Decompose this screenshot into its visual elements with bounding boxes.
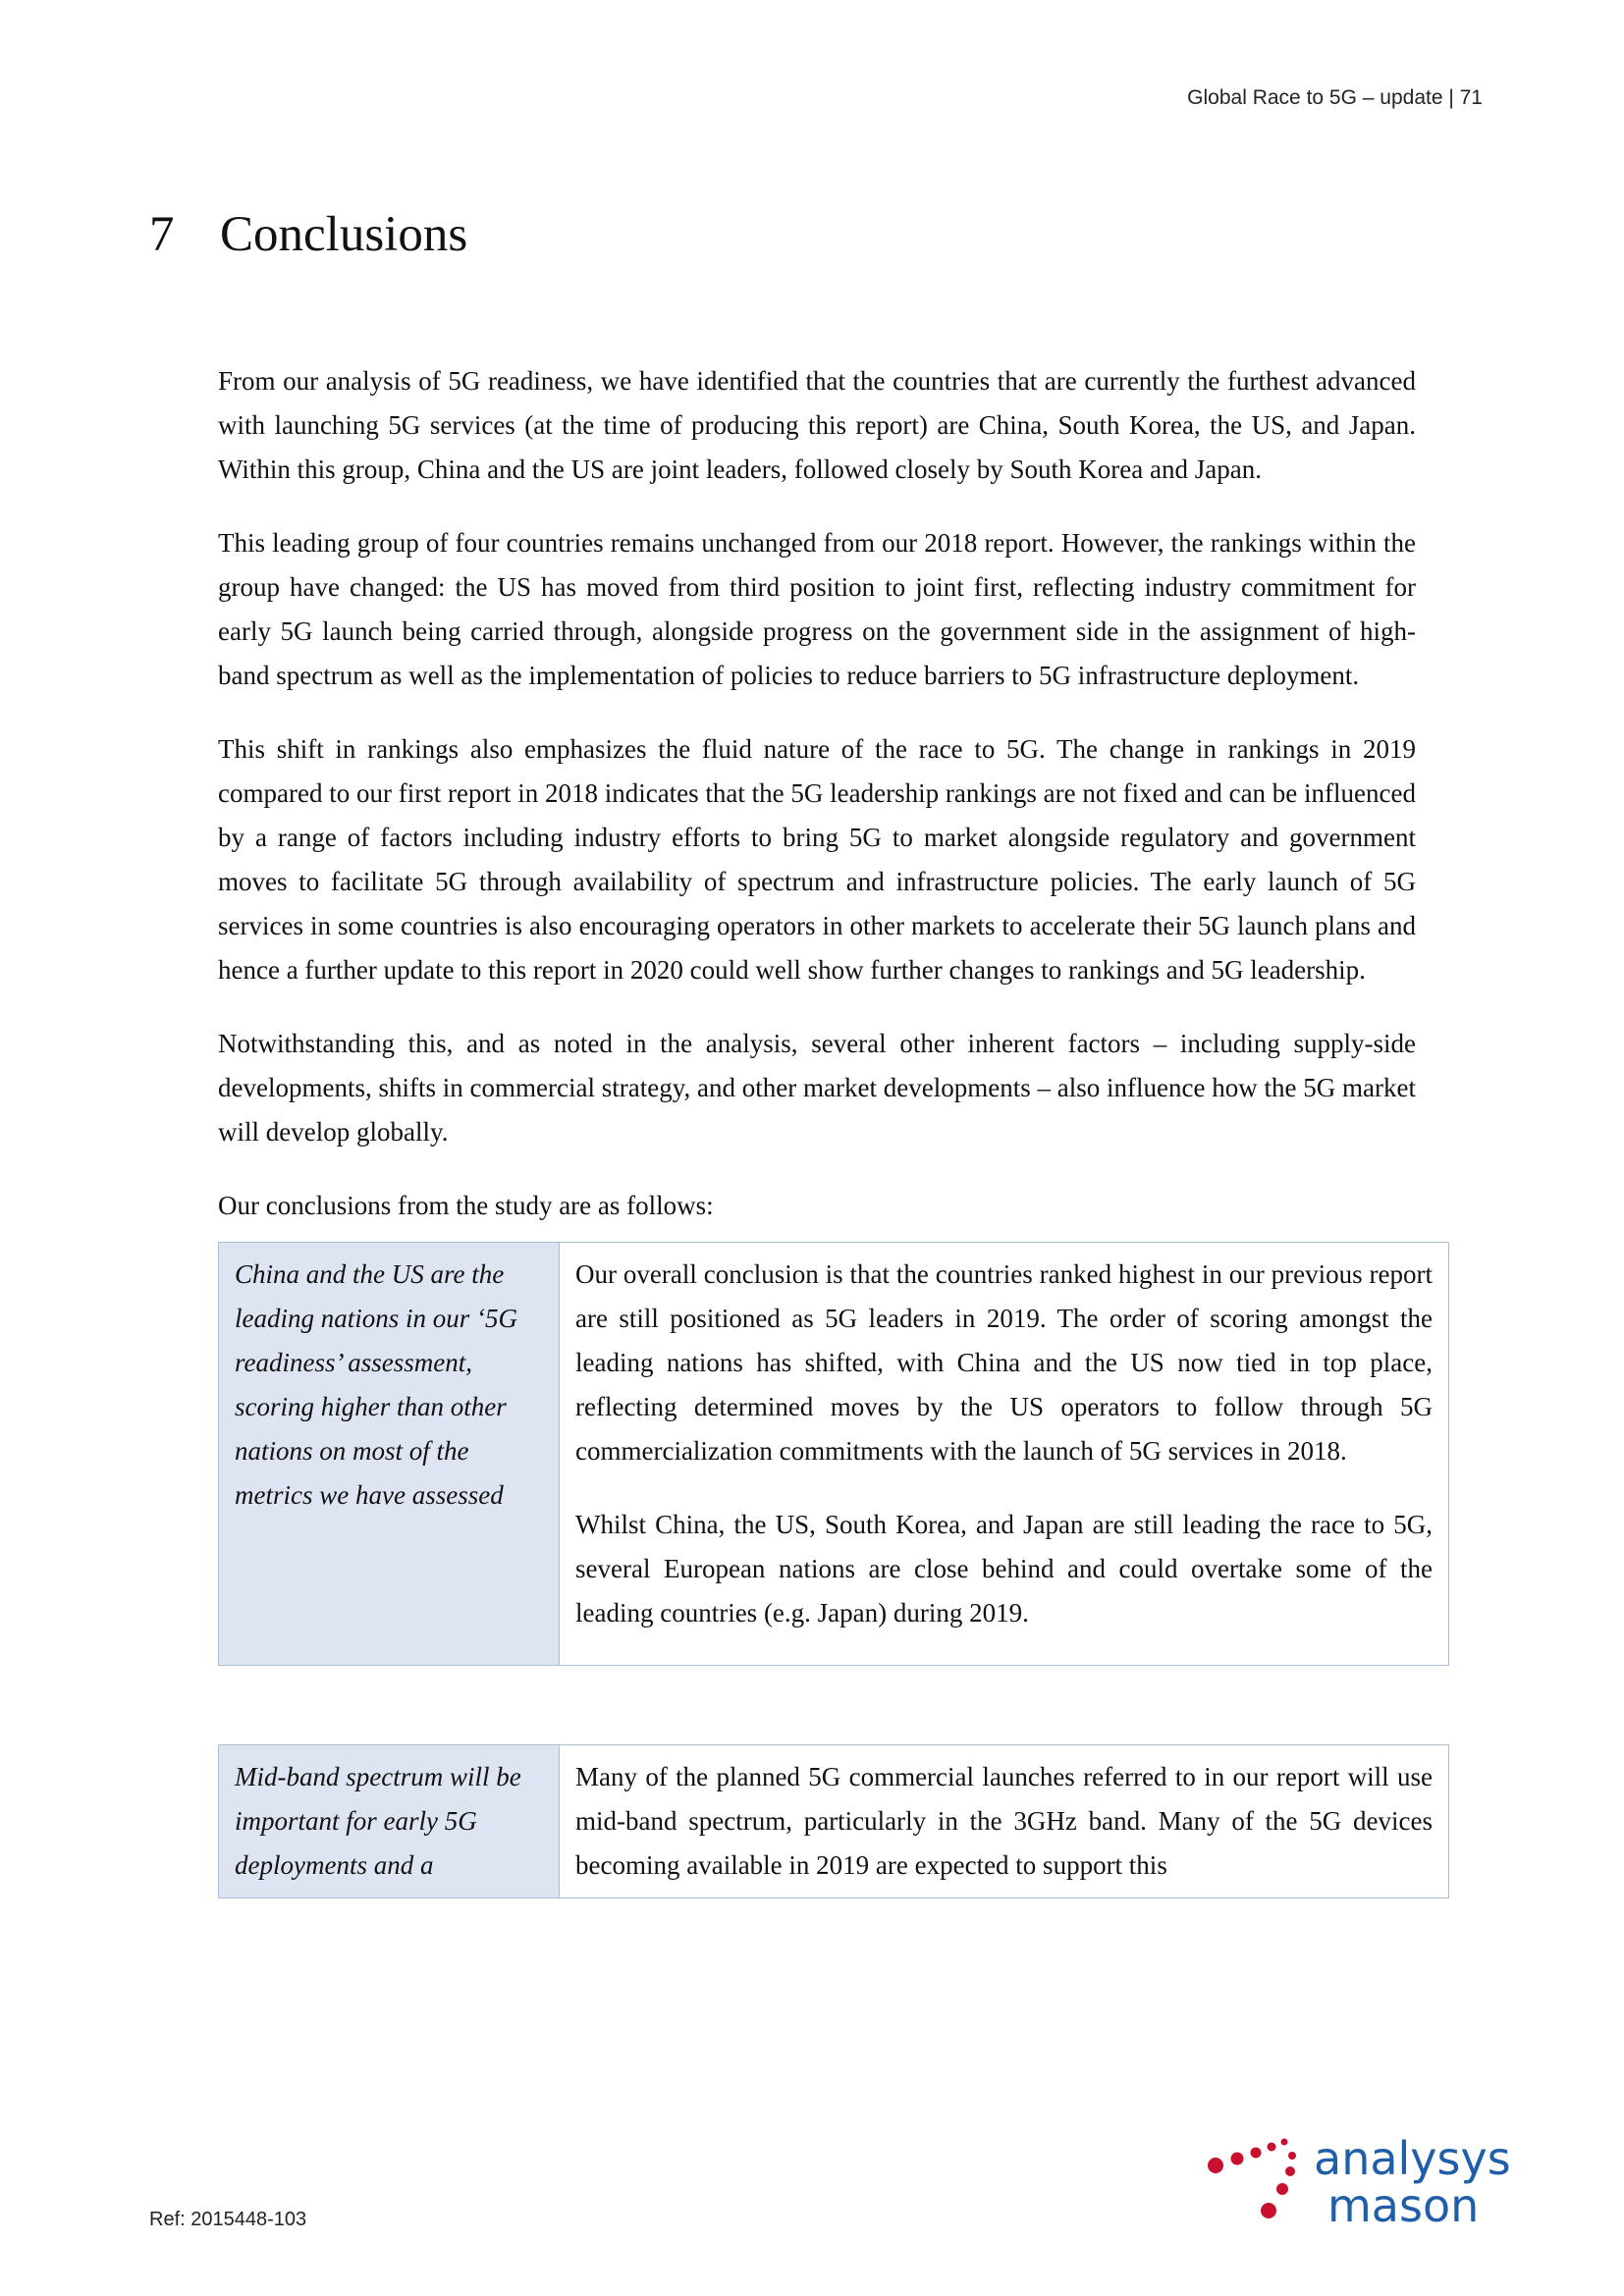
- conclusion-table: [218, 1242, 1449, 1666]
- analysys-mason-logo: [1206, 2130, 1510, 2238]
- table-spacer: [218, 1666, 1416, 1744]
- conclusion-paragraph: Whilst China, the US, South Korea, and Japan are still leading the race to 5G, several European nations are close behind and could overtake some of the leading countries (e.g. Japan) during 2019.: [575, 1510, 1433, 1628]
- chapter-heading: [149, 206, 467, 263]
- conclusion-key: China and the US are the leading nations in our ‘5G readiness’ assessment, scoring higher than other nations on most of the metrics we have assessed: [219, 1243, 560, 1666]
- paragraph: Notwithstanding this, and as noted in the analysis, several other inherent factors – including supply-side developments, shifts in commercial strategy, and other market developments – also influence how the 5G market will develop globally.: [218, 1029, 1416, 1147]
- conclusion-row: [219, 1745, 1449, 1898]
- conclusion-row: [219, 1243, 1449, 1666]
- chapter-title: Conclusions: [220, 207, 468, 262]
- paragraph: This shift in rankings also emphasizes the fluid nature of the race to 5G. The change in rankings in 2019 compared to our first report in 2018 indicates that the 5G leadership rankings are not fixed and can be influenced by a range of factors including industry efforts to bring 5G to market alongside regulatory and government moves to facilitate 5G through availability of spectrum and infrastructure policies. The early launch of 5G services in some countries is also encouraging operators in other markets to accelerate their 5G launch plans and hence a further update to this report in 2020 could well show further changes to rankings and 5G leadership.: [218, 734, 1416, 985]
- body-text: [218, 359, 1433, 1898]
- logo-word-analysys: analysys: [1314, 2132, 1511, 2185]
- paragraph: From our analysis of 5G readiness, we have identified that the countries that are currently the furthest advanced with launching 5G services (at the time of producing this report) are China, South Korea, the US, and Japan. Within this group, China and the US are joint leaders, followed closely by South Korea and Japan.: [218, 366, 1416, 484]
- logo-dots-icon: [1206, 2130, 1324, 2238]
- chapter-number: 7: [149, 207, 175, 262]
- conclusion-paragraph: Many of the planned 5G commercial launches referred to in our report will use mid-band spectrum, particularly in the 3GHz band. Many of the 5G devices becoming available in 2019 are expected to support this: [575, 1762, 1433, 1880]
- conclusion-table: [218, 1744, 1449, 1898]
- paragraph: Our conclusions from the study are as follows:: [218, 1191, 714, 1220]
- conclusion-body: [560, 1745, 1449, 1898]
- conclusion-body: [560, 1243, 1449, 1666]
- running-header: Global Race to 5G – update | 71: [1187, 86, 1483, 109]
- conclusion-paragraph: Our overall conclusion is that the countries ranked highest in our previous report are still positioned as 5G leaders in 2019. The order of scoring amongst the leading nations has shifted, with China and the US now tied in top place, reflecting determined moves by the US operators to follow through 5G commercialization commitments with the launch of 5G services in 2018.: [575, 1259, 1433, 1466]
- paragraph: This leading group of four countries remains unchanged from our 2018 report. However, the rankings within the group have changed: the US has moved from third position to joint first, reflecting industry commitment for early 5G launch being carried through, alongside progress on the government side in the assignment of high-band spectrum as well as the implementation of policies to reduce barriers to 5G infrastructure deployment.: [218, 528, 1416, 690]
- logo-word-mason: mason: [1327, 2179, 1480, 2232]
- conclusion-key: Mid-band spectrum will be important for early 5G deployments and a: [219, 1745, 560, 1898]
- document-reference: Ref: 2015448-103: [149, 2209, 307, 2230]
